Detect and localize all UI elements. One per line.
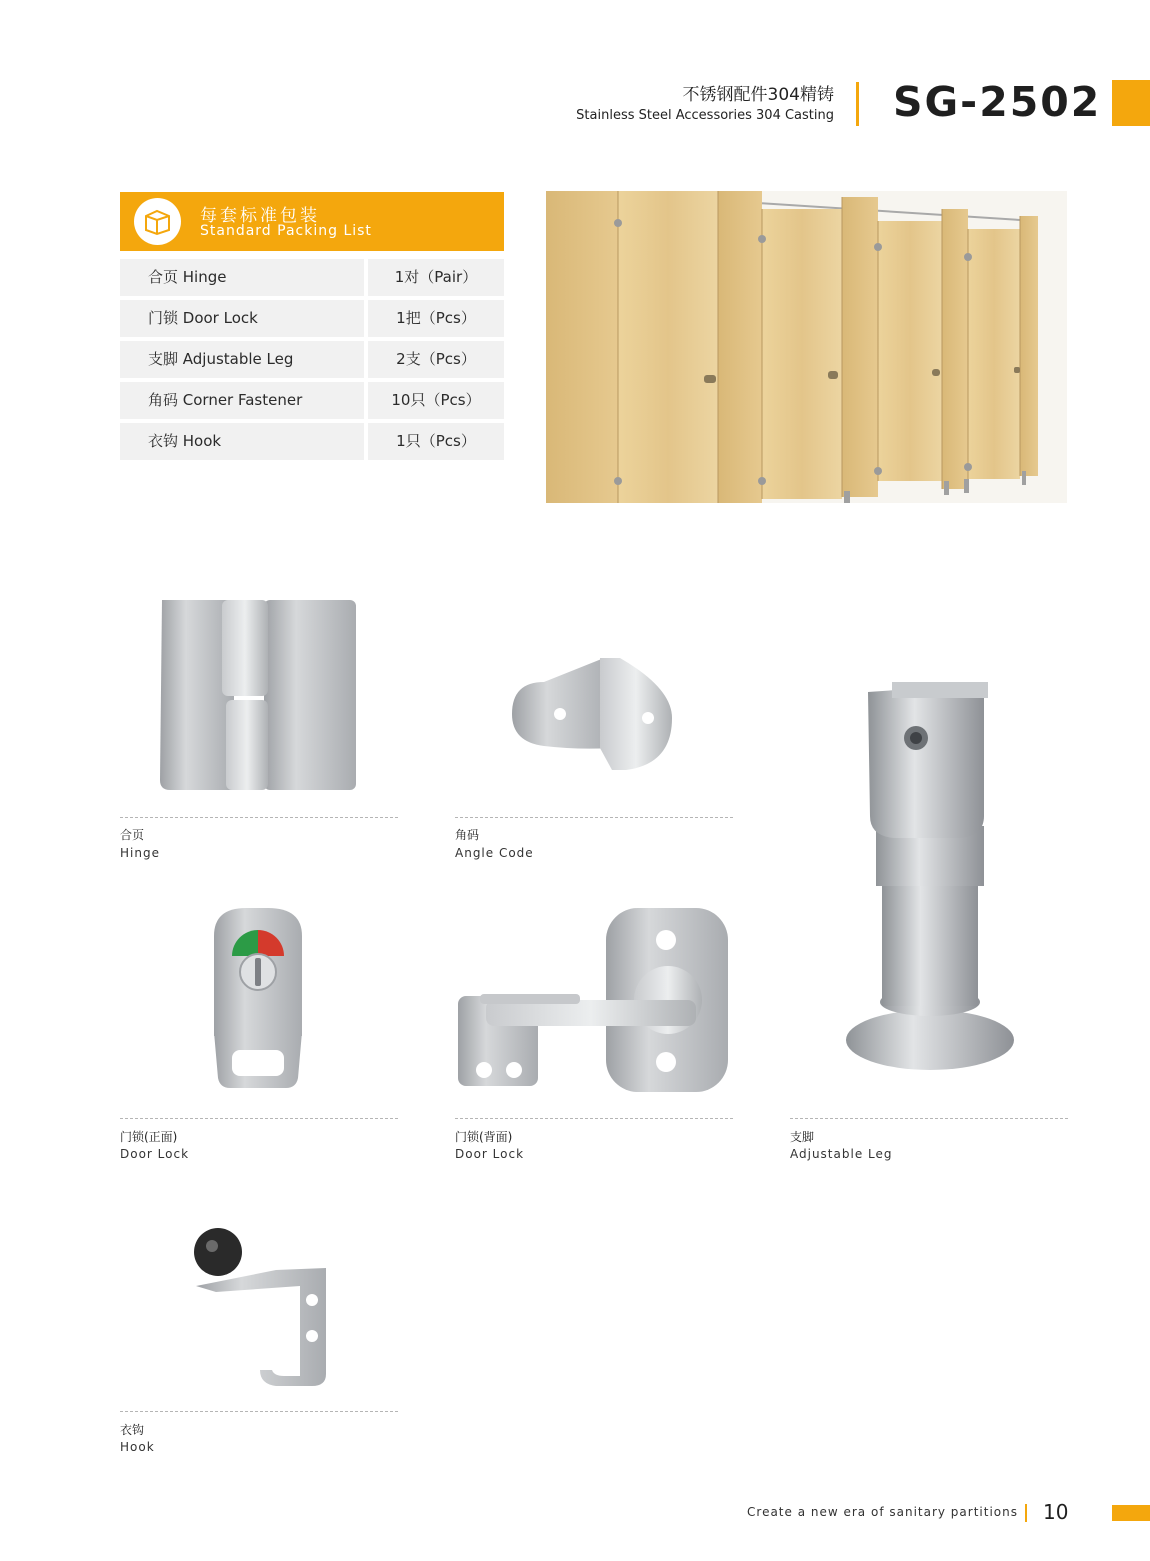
- door-lock-front-image: [206, 906, 308, 1092]
- table-row: [120, 259, 504, 296]
- item-name: 支脚 Adjustable Leg: [120, 341, 364, 378]
- angle-code-image: [508, 654, 678, 774]
- footer-accent-block: [1112, 1505, 1150, 1521]
- table-row: [120, 423, 504, 460]
- table-row: [120, 300, 504, 337]
- product-name-en: Door Lock: [455, 1147, 525, 1161]
- page-number: 10: [1043, 1500, 1069, 1524]
- header-title-cn: 不锈钢配件304精铸: [682, 85, 834, 105]
- item-qty: 2支（Pcs）: [368, 341, 504, 378]
- product-name-en: Hinge: [120, 846, 160, 860]
- divider: [120, 1411, 398, 1412]
- item-name: 门锁 Door Lock: [120, 300, 364, 337]
- hinge-image: [156, 598, 356, 794]
- model-number: SG-2502: [893, 78, 1102, 126]
- item-name: 衣钩 Hook: [120, 423, 364, 460]
- item-qty: 1对（Pair）: [368, 259, 504, 296]
- hook-image: [176, 1224, 338, 1392]
- product-name-en: Angle Code: [455, 846, 534, 860]
- packing-title-cn: 每套标准包装: [200, 206, 320, 226]
- packing-table: [120, 259, 504, 464]
- packing-list-header: [120, 192, 504, 251]
- product-name-cn: 角码: [455, 828, 480, 842]
- product-name-en: Hook: [120, 1440, 155, 1454]
- item-qty: 10只（Pcs）: [368, 382, 504, 419]
- box-icon: [134, 198, 181, 245]
- item-name: 合页 Hinge: [120, 259, 364, 296]
- item-qty: 1只（Pcs）: [368, 423, 504, 460]
- product-name-cn: 合页: [120, 828, 145, 842]
- table-row: [120, 382, 504, 419]
- product-name-en: Adjustable Leg: [790, 1147, 893, 1161]
- packing-title-en: Standard Packing List: [200, 223, 372, 239]
- product-name-cn: 衣钩: [120, 1423, 145, 1437]
- divider: [120, 1118, 398, 1119]
- footer-divider: [1025, 1504, 1027, 1522]
- item-name: 角码 Corner Fastener: [120, 382, 364, 419]
- partition-photo: [546, 191, 1067, 503]
- product-name-en: Door Lock: [120, 1147, 190, 1161]
- door-lock-back-image: [456, 906, 732, 1096]
- header-divider: [856, 82, 859, 126]
- product-name-cn: 门锁(背面): [455, 1130, 513, 1144]
- table-row: [120, 341, 504, 378]
- product-name-cn: 支脚: [790, 1130, 815, 1144]
- header-title-en: Stainless Steel Accessories 304 Casting: [576, 108, 834, 123]
- item-qty: 1把（Pcs）: [368, 300, 504, 337]
- divider: [120, 817, 398, 818]
- divider: [455, 1118, 733, 1119]
- adjustable-leg-image: [844, 676, 1016, 1074]
- footer-slogan: Create a new era of sanitary partitions: [747, 1505, 1018, 1519]
- header-accent-block: [1112, 80, 1150, 126]
- divider: [455, 817, 733, 818]
- product-name-cn: 门锁(正面): [120, 1130, 178, 1144]
- divider: [790, 1118, 1068, 1119]
